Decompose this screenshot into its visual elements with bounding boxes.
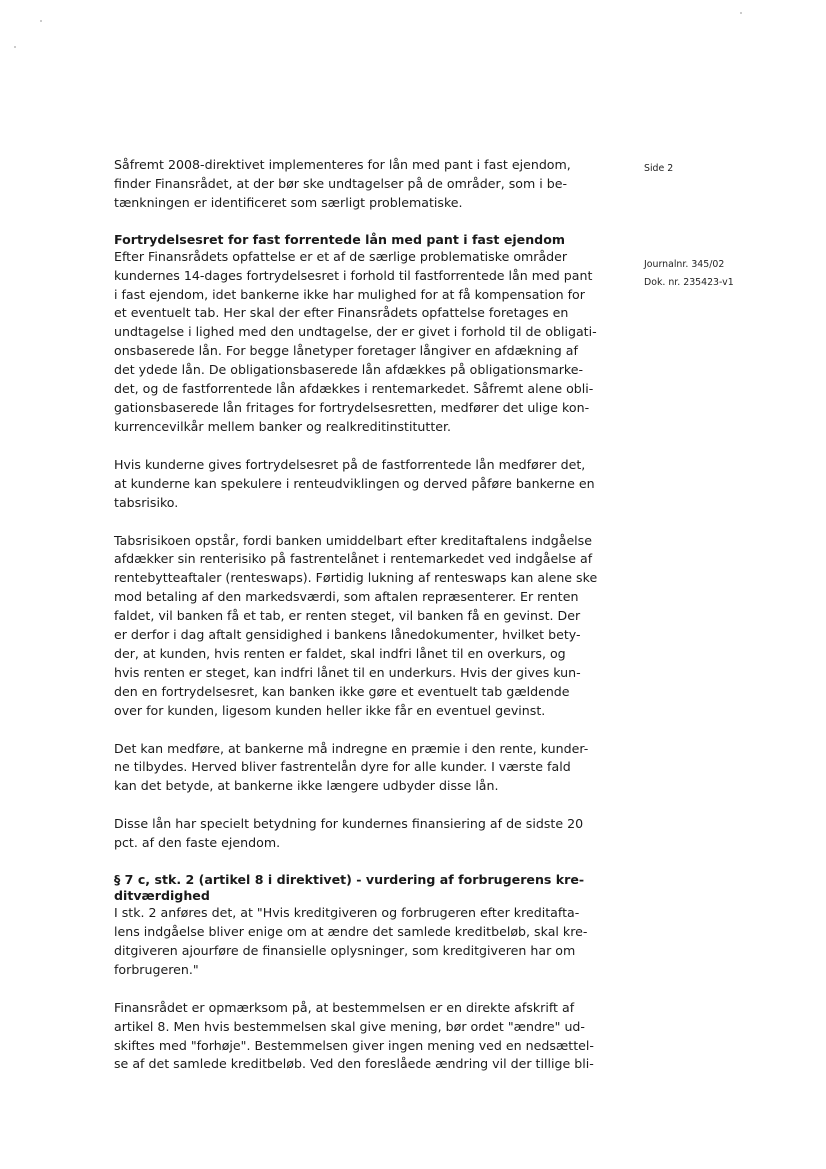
- text-line: den en fortrydelsesret, kan banken ikke gøre et eventuelt tab gældende: [114, 683, 570, 699]
- text-line: ne tilbydes. Herved bliver fastrentelån dyre for alle kunder. I værste fald: [114, 759, 571, 775]
- text-line: kurrencevilkår mellem banker og realkreditinstitutter.: [114, 418, 452, 434]
- text-line: kundernes 14-dages fortrydelsesret i forhold til fastforrentede lån med pant: [114, 267, 593, 283]
- heading-creditworthiness: [114, 872, 614, 904]
- page-label: Side 2: [644, 163, 674, 174]
- heading-line: § 7 c, stk. 2 (artikel 8 i direktivet) - vurdering af forbrugerens kre-: [114, 872, 585, 888]
- letter-body: [114, 156, 614, 1074]
- document-number: Dok. nr. 235423-v1: [644, 277, 734, 288]
- text-line: det ydede lån. De obligationsbaserede lån afdækkes på obligationsmarke-: [114, 362, 584, 378]
- heading-line: ditværdighed: [114, 888, 210, 904]
- text-line: afdækker sin renterisiko på fastrentelånet i rentemarkedet ved indgåelse af: [114, 551, 593, 567]
- text-line: der, at kunden, hvis renten er faldet, skal indfri lånet til en overkurs, og: [114, 645, 566, 661]
- text-line: i fast ejendom, idet bankerne ikke har mulighed for at få kompensation for: [114, 286, 585, 302]
- text-line: Det kan medføre, at bankerne må indregne en præmie i den rente, kunder-: [114, 740, 589, 756]
- text-line: forbrugeren.": [114, 961, 199, 977]
- text-line: Tabsrisikoen opstår, fordi banken umiddelbart efter kreditaftalens indgåelse: [114, 532, 592, 548]
- scan-speck: [740, 12, 742, 14]
- text-line: lens indgåelse bliver enige om at ændre det samlede kreditbeløb, skal kre-: [114, 924, 588, 939]
- text-line: skiftes med "forhøje". Bestemmelsen giver ingen mening ved en nedsættel-: [114, 1037, 594, 1053]
- paragraph-premium: [114, 740, 614, 797]
- paragraph-financing: [114, 815, 614, 853]
- text-line: artikel 8. Men hvis bestemmelsen skal give mening, bør ordet "ændre" ud-: [114, 1018, 585, 1034]
- side-page-number: [644, 160, 804, 178]
- text-line: se af det samlede kreditbeløb. Ved den foreslåede ændring vil der tillige bli-: [114, 1056, 594, 1072]
- text-line: tænkningen er identificeret som særligt problematiske.: [114, 194, 463, 210]
- text-line: ditgiveren ajourføre de finansielle oplysninger, som kreditgiveren har om: [114, 942, 576, 958]
- text-line: Såfremt 2008-direktivet implementeres for lån med pant i fast ejendom,: [114, 157, 571, 172]
- text-line: er derfor i dag aftalt gensidighed i bankens lånedokumenter, hvilket bety-: [114, 627, 581, 643]
- scan-speck: [14, 46, 16, 48]
- text-line: Hvis kunderne gives fortrydelsesret på de fastforrentede lån medfører det,: [114, 456, 586, 472]
- text-line: Efter Finansrådets opfattelse er et af de særlige problematiske områder: [114, 248, 568, 264]
- journal-number: Journalnr. 345/02: [644, 259, 725, 270]
- text-line: tabsrisiko.: [114, 494, 179, 510]
- text-line: et eventuelt tab. Her skal der efter Finansrådets opfattelse foretages en: [114, 305, 569, 321]
- side-reference: [644, 256, 804, 292]
- text-line: rentebytteaftaler (renteswaps). Førtidig lukning af renteswaps kan alene ske: [114, 570, 598, 586]
- text-line: undtagelse i lighed med den undtagelse, der er givet i forhold til de obligati-: [114, 324, 597, 340]
- text-line: over for kunden, ligesom kunden heller ikke får en eventuel gevinst.: [114, 702, 546, 718]
- text-line: Disse lån har specielt betydning for kundernes finansiering af de sidste 20: [114, 816, 584, 832]
- paragraph-amendment: [114, 999, 614, 1075]
- text-line: kan det betyde, at bankerne ikke længere udbyder disse lån.: [114, 778, 499, 794]
- text-line: I stk. 2 anføres det, at "Hvis kreditgiveren og forbrugeren efter kreditafta-: [114, 905, 580, 921]
- text-line: Finansrådet er opmærksom på, at bestemmelsen er en direkte afskrift af: [114, 999, 575, 1015]
- paragraph-stk2: [114, 904, 614, 980]
- text-line: faldet, vil banken få et tab, er renten steget, vil banken få en gevinst. Der: [114, 608, 581, 624]
- text-line: at kunderne kan spekulere i renteudviklingen og derved påføre bankerne en: [114, 475, 595, 491]
- text-line: mod betaling af den markedsværdi, som aftalen repræsenterer. Er renten: [114, 589, 579, 605]
- heading-withdrawal-right: Fortrydelsesret for fast forrentede lån med pant i fast ejendom: [114, 231, 565, 247]
- scan-speck: [40, 20, 42, 22]
- text-line: onsbaserede lån. For begge lånetyper foretager långiver en afdækning af: [114, 343, 578, 359]
- paragraph-intro: [114, 156, 614, 213]
- paragraph-speculation: [114, 456, 614, 513]
- paragraph-withdrawal: [114, 248, 614, 437]
- text-line: gationsbaserede lån fritages for fortrydelsesretten, medfører det ulige kon-: [114, 399, 590, 415]
- text-line: finder Finansrådet, at der bør ske undtagelser på de områder, som i be-: [114, 175, 568, 191]
- paragraph-loss-risk: [114, 532, 614, 721]
- text-line: det, og de fastforrentede lån afdækkes i rentemarkedet. Såfremt alene obli-: [114, 381, 594, 397]
- text-line: hvis renten er steget, kan indfri lånet til en underkurs. Hvis der gives kun-: [114, 664, 581, 680]
- text-line: pct. af den faste ejendom.: [114, 835, 281, 851]
